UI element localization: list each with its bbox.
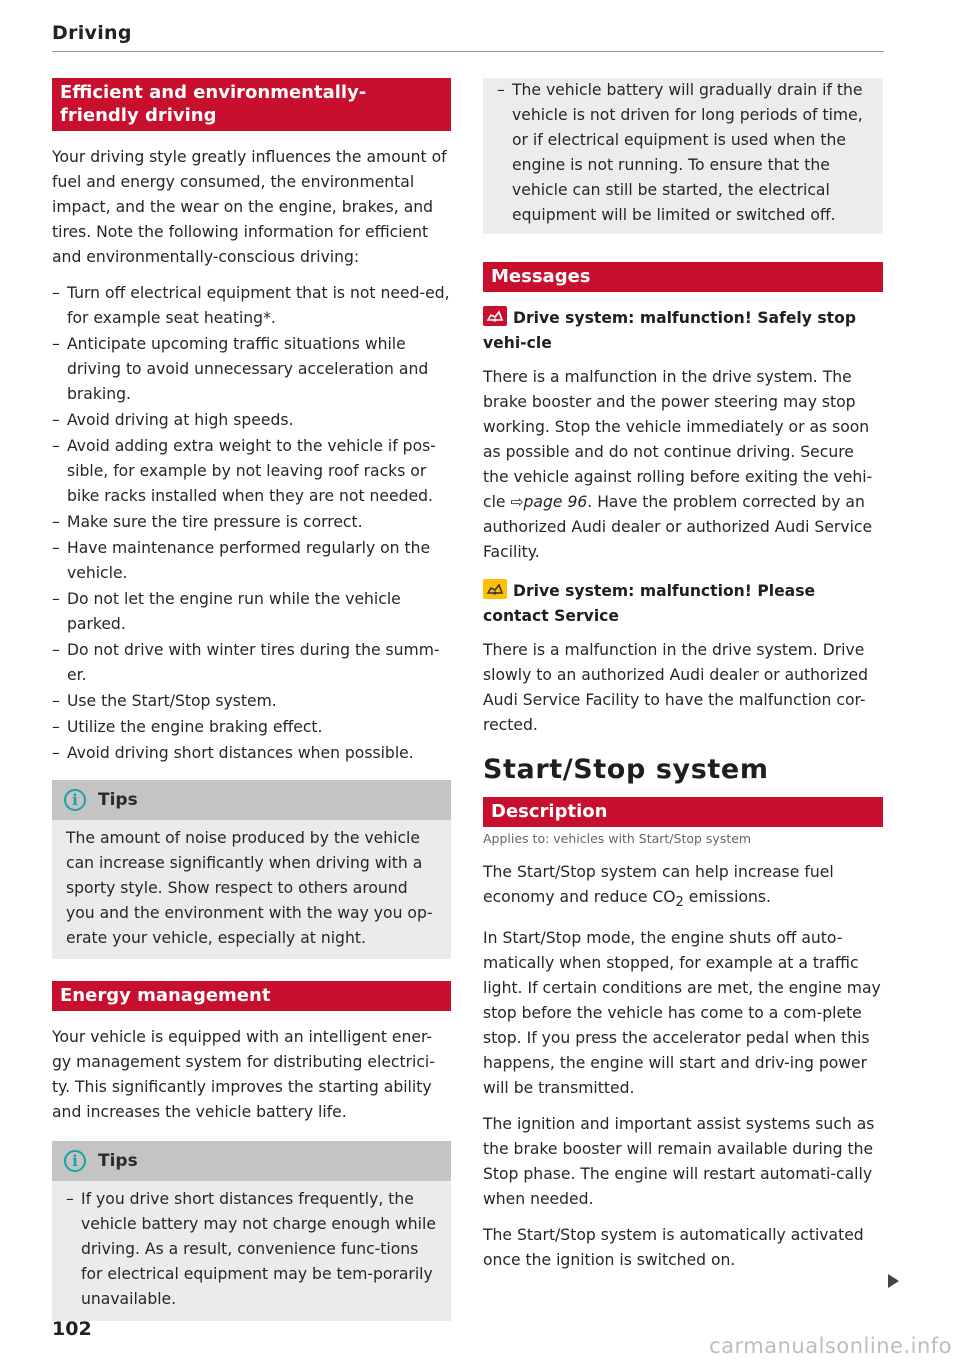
right-column — [483, 78, 883, 1284]
list-item: – Avoid adding extra weight to the vehicle if pos-sible, for example by not leaving roof racks or bike racks installed when they are not needed. — [52, 434, 451, 509]
tips-continued-box — [483, 78, 883, 234]
start-stop-p3: The ignition and important assist systems such as the brake booster will remain available during the Stop phase. The engine will restart automati-cally when needed. — [483, 1115, 875, 1209]
start-stop-p1 — [483, 860, 883, 915]
tips-header — [52, 780, 451, 820]
message-heading-2 — [483, 579, 883, 629]
message-text-2: There is a malfunction in the drive system. Drive slowly to an authorized Audi dealer or authorized Audi Service Facility to have the malfunction cor-rected. — [483, 641, 869, 734]
list-item: – Do not drive with winter tires during the summ-er. — [52, 638, 451, 688]
message-heading-1 — [483, 306, 883, 356]
description-banner: Description — [483, 797, 883, 827]
drive-system-yellow-icon — [483, 579, 507, 599]
tips-body — [52, 1181, 451, 1321]
message-heading-text: Drive system: malfunction! Please contact Service — [483, 582, 816, 625]
message-text: There is a malfunction in the drive system. The brake booster and the power steering may stop working. Stop the vehicle immediately or as soon as possible and do not continue driving. Secure the vehicle against rolling before exiting the vehi-cle — [483, 368, 873, 511]
tips-label: Tips — [98, 1151, 138, 1171]
message-text: . Have the problem corrected by an authorized Audi dealer or authorized Audi Service Facility. — [483, 493, 873, 561]
start-stop-p4: The Start/Stop system is automatically activated once the ignition is switched on. — [483, 1226, 864, 1270]
list-item: – Do not let the engine run while the vehicle parked. — [52, 587, 451, 637]
efficient-list — [52, 281, 451, 766]
message-heading-text: Drive system: malfunction! Safely stop vehi-cle — [483, 309, 856, 352]
info-icon: i — [64, 1150, 86, 1172]
energy-management-banner: Energy management — [52, 981, 451, 1011]
drive-system-red-icon — [483, 306, 507, 326]
section-title: Driving — [52, 22, 132, 44]
page-number: 102 — [52, 1318, 92, 1340]
paragraph-text: The Start/Stop system can help increase fuel economy and reduce CO — [483, 863, 834, 906]
efficient-driving-banner: Efficient and environmentally-friendly driving — [52, 78, 451, 131]
efficient-intro: Your driving style greatly influences the amount of fuel and energy consumed, the environmental impact, and the wear on the engine, brakes, and tires. Note the following information for efficient and environmentally-conscious driving: — [52, 148, 447, 266]
start-stop-p2: In Start/Stop mode, the engine shuts off auto-matically when stopped, for example at a traffic light. If certain conditions are met, the engine may stop before the vehicle has come to a com-plete stop. If you press the accelerator pedal when this happens, the engine will start and driv-ing power will be transmitted. — [483, 929, 881, 1098]
list-item: – Make sure the tire pressure is correct. — [52, 510, 451, 535]
list-item: – The vehicle battery will gradually drain if the vehicle is not driven for long periods of time, or if electrical equipment is used when the engine is not running. To ensure that the vehicle can still be started, the electrical equipment will be limited or switched off. — [497, 78, 873, 228]
list-item: – If you drive short distances frequently, the vehicle battery may not charge enough while driving. As a result, convenience func-tions for electrical equipment may be tem-porarily unavailable. — [66, 1187, 439, 1312]
message-text-1 — [483, 365, 883, 565]
list-item: – Avoid driving at high speeds. — [52, 408, 451, 433]
list-item: – Use the Start/Stop system. — [52, 689, 451, 714]
info-icon: i — [64, 789, 86, 811]
tips-box-energy — [52, 1141, 451, 1321]
list-item: – Anticipate upcoming traffic situations while driving to avoid unnecessary acceleration and braking. — [52, 332, 451, 407]
page-reference-link[interactable]: ⇨page 96 — [510, 493, 588, 511]
tips-header — [52, 1141, 451, 1181]
list-item: – Utilize the engine braking effect. — [52, 715, 451, 740]
subscript: 2 — [675, 895, 684, 911]
tips-box-efficient — [52, 780, 451, 959]
start-stop-heading: Start/Stop system — [483, 754, 769, 785]
continue-arrow-icon — [888, 1274, 899, 1288]
list-item: – Avoid driving short distances when possible. — [52, 741, 451, 766]
energy-text: Your vehicle is equipped with an intelligent ener-gy management system for distributing electrici-ty. This significantly improves the starting ability and increases the vehicle battery life. — [52, 1028, 435, 1121]
tips-text: The amount of noise produced by the vehicle can increase significantly when driving with a sporty style. Show respect to others around you and the environment with the way you op-erate your vehicle, especially at night. — [66, 829, 433, 947]
messages-banner: Messages — [483, 262, 883, 292]
paragraph-text: emissions. — [683, 888, 771, 906]
list-item: – Turn off electrical equipment that is not need-ed, for example seat heating*. — [52, 281, 451, 331]
header-divider — [52, 51, 884, 52]
left-column — [52, 78, 451, 1343]
list-item: – Have maintenance performed regularly on the vehicle. — [52, 536, 451, 586]
tips-label: Tips — [98, 790, 138, 810]
watermark: carmanualsonline.info — [709, 1334, 952, 1358]
applies-to-note: Applies to: vehicles with Start/Stop system — [483, 831, 752, 846]
